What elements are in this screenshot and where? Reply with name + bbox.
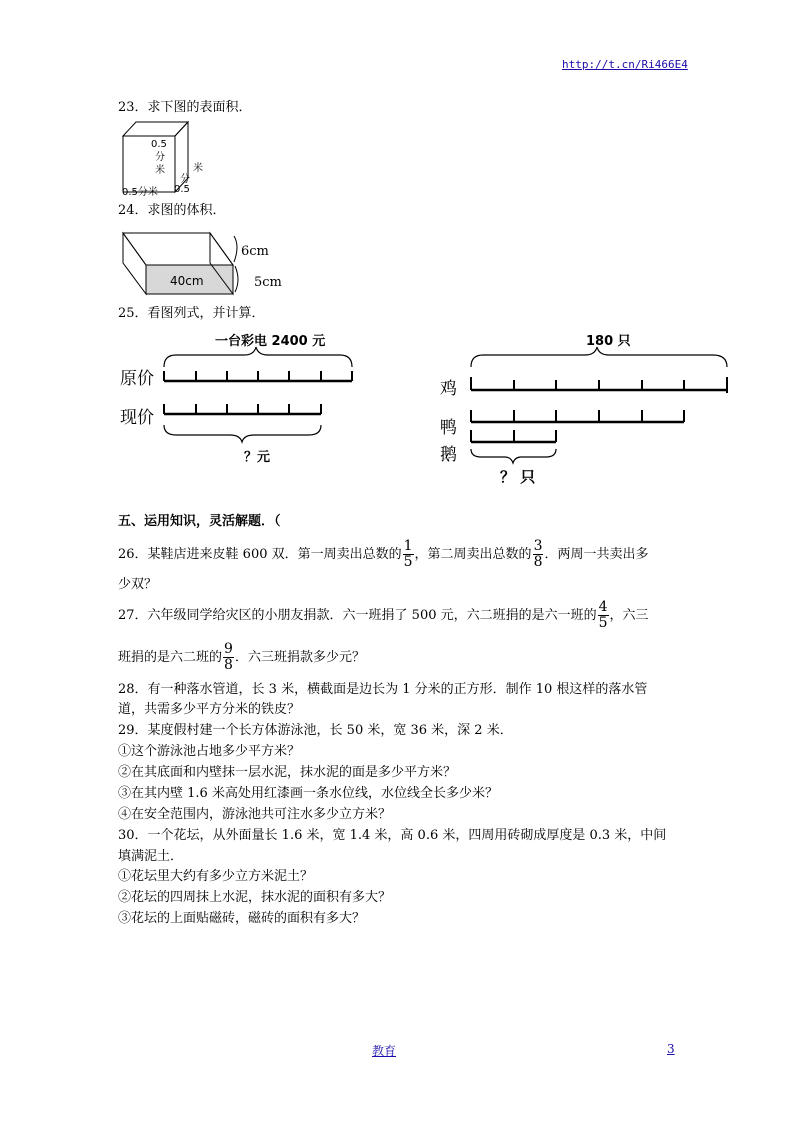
q28-line1: 28．有一种落水管道，长 3 米，横截面是边长为 1 分米的正方形．制作 10 根这样的落水管 <box>118 682 648 697</box>
footer-link[interactable]: 教育 <box>372 1044 397 1058</box>
cube-side-label-1: 米 <box>193 163 203 174</box>
q24-text: 24．求图的体积． <box>118 203 226 218</box>
cuboid-length-label: 40cm <box>170 274 204 288</box>
q30-item-1: ①花坛里大约有多少立方米泥土？ <box>118 869 314 884</box>
original-price-label: 原价 <box>120 369 154 389</box>
total-count-label: 180 只 <box>586 334 631 349</box>
q26-text-c: ．两周一共卖出多 <box>544 547 649 562</box>
q30-line1: 30．一个花坛，从外面量长 1.6 米，宽 1.4 米，高 0.6 米，四周用砖砌成厚度是 0.3 米，中间 <box>118 828 667 843</box>
q30-item-3: ③花坛的上面贴磁砖，磁砖的面积有多大？ <box>118 911 366 926</box>
header-link[interactable]: http://t.cn/Ri466E4 <box>562 58 688 71</box>
section-title: 五、运用知识，灵活解题．（ <box>118 514 281 529</box>
fraction-4-5: $\frac{4}{5}$ <box>598 599 608 631</box>
q28-line2: 道，共需多少平方分米的铁皮？ <box>118 702 301 717</box>
q23-text: 23．求下图的表面积． <box>118 100 252 115</box>
cube-front-label-1: 0.5 <box>151 139 167 150</box>
poultry-diagram <box>465 345 735 465</box>
unknown-yuan-label: ？元 <box>244 450 271 465</box>
q27-text-d: ．六三班捐款多少元？ <box>234 650 365 665</box>
cube-figure <box>118 116 203 198</box>
tv-price-label: 一台彩电 2400 元 <box>215 334 326 349</box>
q26-text-b: ，第二周卖出总数的 <box>414 547 532 562</box>
q27-text-a: 27．六年级同学给灾区的小朋友捐款．六一班捐了 500 元，六二班捐的是六一班的 <box>118 608 597 623</box>
q29-item-3: ③在其内壁 1.6 米高处用红漆画一条水位线，水位线全长多少米？ <box>118 786 498 801</box>
q29-item-4: ④在安全范围内，游泳池共可注水多少立方米？ <box>118 807 392 822</box>
q27-text-c: 班捐的是六二班的 <box>118 650 223 665</box>
q26-line1 <box>118 538 649 572</box>
q30-line2: 填满泥土． <box>118 849 184 864</box>
price-diagram <box>160 345 360 445</box>
goose-label: 鹅 <box>440 445 457 465</box>
q29-line1: 29．某度假村建一个长方体游泳池，长 50 米，宽 36 米，深 2 米． <box>118 723 513 738</box>
q26-line2: 少双？ <box>118 577 158 592</box>
current-price-label: 现价 <box>120 408 154 428</box>
q29-item-1: ①这个游泳池占地多少平方米？ <box>118 744 301 759</box>
unknown-count-label: ？ 只 <box>500 468 536 486</box>
duck-label: 鸭 <box>440 418 457 438</box>
q26-text-a: 26．某鞋店进来皮鞋 600 双．第一周卖出总数的 <box>118 547 402 562</box>
cube-side-label-2: 分 <box>180 174 190 185</box>
cube-front-label-3: 米 <box>155 165 165 176</box>
fraction-3-8: $\frac{3}{8}$ <box>533 538 543 570</box>
q29-item-2: ②在其底面和内壁抹一层水泥，抹水泥的面是多少平方米？ <box>118 765 457 780</box>
cuboid-depth-label: 5cm <box>254 275 282 290</box>
q27-text-b: ，六三 <box>609 608 649 623</box>
cube-side-label-3: 0.5 <box>174 184 190 195</box>
page-number[interactable]: 3 <box>667 1042 675 1056</box>
q25-text: 25．看图列式，并计算． <box>118 306 265 321</box>
chicken-label: 鸡 <box>440 379 457 399</box>
cube-front-label-2: 分 <box>155 152 165 163</box>
q27-line1 <box>118 599 649 633</box>
cube-bottom-label: 0.5分米 <box>122 187 158 198</box>
cuboid-height-label: 6cm <box>241 244 269 259</box>
q27-line2 <box>118 641 365 675</box>
q30-item-2: ②花坛的四周抹上水泥，抹水泥的面积有多大？ <box>118 890 392 905</box>
fraction-9-8: $\frac{9}{8}$ <box>224 641 233 673</box>
fraction-1-5: $\frac{1}{5}$ <box>403 538 413 570</box>
